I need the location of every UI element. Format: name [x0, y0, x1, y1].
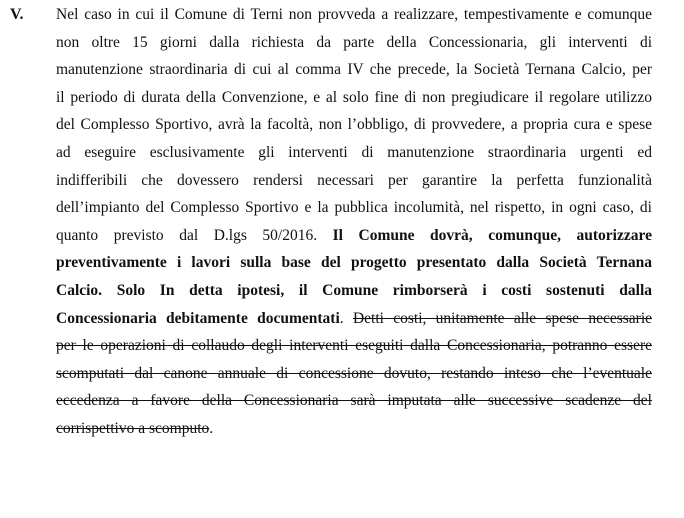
text-segment: ad eseguire esclusivamente gli interventi di manutenzione straordinaria urgenti ed: [56, 143, 652, 161]
text-segment: indifferibili che dovessero rendersi necessari per garantire la perfetta funzionalità: [56, 171, 652, 189]
text-segment: il periodo di durata della Convenzione, e al solo fine di non pregiudicare il regolare utilizzo: [56, 88, 652, 106]
text-line: [56, 391, 652, 419]
text-line: [56, 364, 652, 392]
text-line: [56, 60, 652, 88]
text-segment: .: [339, 309, 353, 327]
bold-text: preventivamente i lavori sulla base del progetto presentato dalla Società Ternana: [56, 254, 652, 272]
text-segment: non oltre 15 giorni dalla richiesta da parte della Concessionaria, gli interventi di: [56, 33, 652, 51]
text-segment: manutenzione straordinaria di cui al comma IV che precede, la Società Ternana Calcio, per: [56, 61, 652, 79]
text-line: [56, 171, 652, 199]
text-segment: del Complesso Sportivo, avrà la facoltà, non l’obbligo, di provvedere, a propria cura e spese: [56, 116, 652, 134]
text-line: [56, 5, 652, 33]
text-line: [56, 115, 652, 143]
bold-text: Calcio. Solo In detta ipotesi, il Comune rimborserà i costi sostenuti dalla: [56, 281, 652, 299]
clause-paragraph: [56, 5, 652, 447]
text-segment: quanto previsto dal D.lgs 50/2016.: [56, 226, 333, 244]
text-line: [56, 33, 652, 61]
struck-text: Detti costi, unitamente alle spese necessarie: [352, 309, 653, 327]
text-line: [56, 198, 652, 226]
text-line: [56, 226, 652, 254]
text-line: [56, 309, 652, 337]
struck-text: eccedenza a favore della Concessionaria sarà imputata alle successive scadenze del: [56, 392, 652, 410]
struck-text: per le operazioni di collaudo degli interventi eseguiti dalla Concessionaria, potranno essere: [56, 337, 652, 355]
bold-text: Il Comune dovrà, comunque, autorizzare: [332, 226, 652, 244]
text-segment: Nel caso in cui il Comune di Terni non provveda a realizzare, tempestivamente e comunque: [56, 6, 652, 23]
text-line: [56, 143, 652, 171]
struck-text: corrispettivo a scomputo: [56, 419, 210, 437]
text-segment: dell’impianto del Complesso Sportivo e la pubblica incolumità, nel rispetto, in ogni caso, di: [56, 199, 652, 217]
text-line: [56, 336, 652, 364]
text-segment: .: [209, 419, 214, 437]
clause-number: V.: [10, 6, 24, 23]
text-line: [56, 419, 652, 447]
text-line: [56, 88, 652, 116]
bold-text: Concessionaria debitamente documentati: [56, 309, 340, 327]
struck-text: scomputati dal canone annuale di concessione dovuto, restando inteso che l’eventuale: [56, 364, 652, 382]
text-line: [56, 281, 652, 309]
text-line: [56, 253, 652, 281]
